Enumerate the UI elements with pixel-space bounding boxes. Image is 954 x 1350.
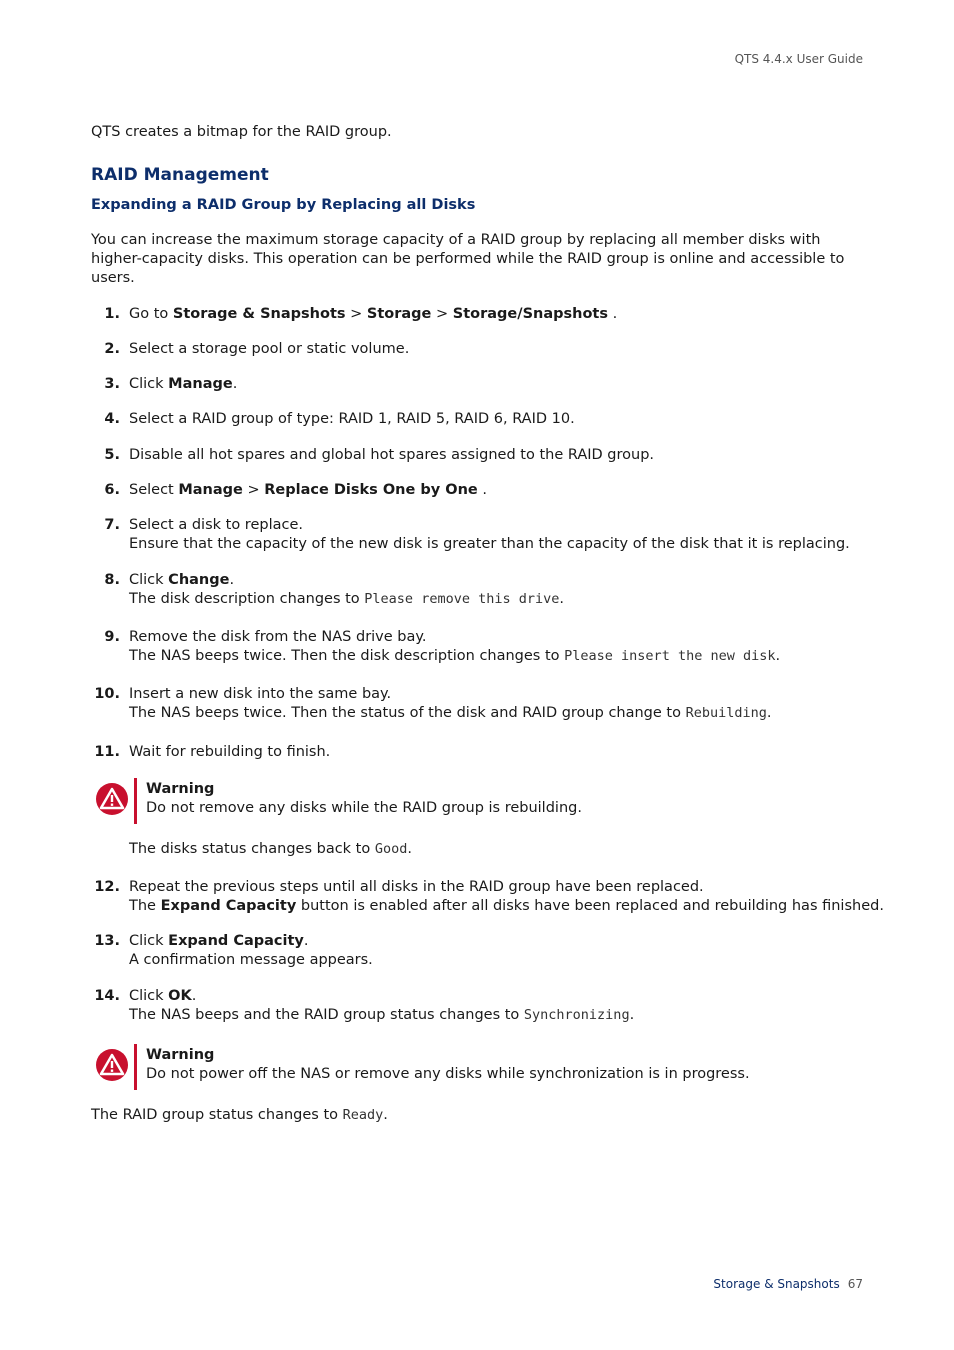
step-line: Select a disk to replace. bbox=[129, 517, 303, 533]
ui-label-expand-capacity: Expand Capacity bbox=[160, 898, 297, 914]
step-line bbox=[129, 897, 884, 916]
step-text bbox=[129, 571, 874, 609]
step-text bbox=[129, 375, 874, 394]
step-text-part: . bbox=[477, 482, 487, 498]
warning-bar bbox=[134, 778, 137, 824]
section-heading: RAID Management bbox=[91, 165, 269, 185]
warning-body bbox=[146, 1046, 750, 1084]
step-text-part: . bbox=[229, 572, 235, 588]
step-number: 3. bbox=[104, 376, 120, 392]
step-text-part: Select bbox=[129, 482, 179, 498]
step-text bbox=[129, 685, 874, 723]
status-code: Rebuilding bbox=[685, 705, 767, 721]
step-text-part: . bbox=[232, 376, 238, 392]
step-text-part: Go to bbox=[129, 306, 173, 322]
status-code: Ready bbox=[342, 1107, 384, 1123]
ui-label-change: Change bbox=[168, 572, 230, 588]
menu-path-storage-snapshots-page: Storage/Snapshots bbox=[452, 306, 608, 322]
ui-label-manage: Manage bbox=[178, 482, 243, 498]
warning-title: Warning bbox=[146, 781, 215, 797]
step-text-part: . bbox=[766, 705, 772, 721]
step-number: 6. bbox=[104, 482, 120, 498]
step-text-part: button is enabled after all disks have been replaced and rebuilding has finished. bbox=[296, 898, 884, 914]
page-number: 67 bbox=[847, 1277, 863, 1291]
step-number: 5. bbox=[104, 447, 120, 463]
description-line: higher-capacity disks. This operation can be performed while the RAID group is online and accessible to bbox=[91, 251, 845, 267]
step-number: 14. bbox=[94, 988, 120, 1004]
paragraph-text-part: . bbox=[383, 1107, 388, 1123]
step-line bbox=[129, 647, 874, 666]
step-line bbox=[129, 571, 874, 590]
step-line bbox=[129, 704, 874, 723]
step-number: 4. bbox=[104, 411, 120, 427]
footer-section: Storage & Snapshots bbox=[713, 1277, 840, 1291]
step-text-part: The NAS beeps twice. Then the status of the disk and RAID group change to bbox=[129, 705, 686, 721]
menu-path-storage: Storage bbox=[366, 306, 432, 322]
step-text bbox=[129, 840, 874, 859]
description-line: users. bbox=[91, 270, 135, 286]
step-text-part: . bbox=[559, 591, 564, 607]
step-line: Repeat the previous steps until all disks in the RAID group have been replaced. bbox=[129, 879, 704, 895]
step-line bbox=[129, 1006, 874, 1025]
step-text bbox=[129, 878, 884, 916]
step-text-part: Click bbox=[129, 572, 169, 588]
step-text-part: > bbox=[242, 482, 265, 498]
step-text-part: . bbox=[607, 306, 618, 322]
ui-label-manage: Manage bbox=[168, 376, 233, 392]
step-number: 12. bbox=[94, 879, 120, 895]
step-line bbox=[129, 932, 874, 951]
step-text: Wait for rebuilding to finish. bbox=[129, 744, 331, 760]
step-text-part: > bbox=[345, 306, 367, 322]
step-text bbox=[129, 987, 874, 1025]
step-line bbox=[129, 987, 874, 1006]
warning-text: Do not power off the NAS or remove any disks while synchronization is in progress. bbox=[146, 1066, 750, 1082]
step-line bbox=[129, 590, 874, 609]
warning-icon bbox=[96, 783, 128, 815]
warning-bar bbox=[134, 1044, 137, 1090]
step-line: Ensure that the capacity of the new disk is greater than the capacity of the disk that it is replacing. bbox=[129, 536, 850, 552]
step-text bbox=[129, 628, 874, 666]
paragraph-text-part: The RAID group status changes to bbox=[91, 1107, 343, 1123]
status-code: Please remove this drive bbox=[364, 591, 560, 607]
step-line: Insert a new disk into the same bay. bbox=[129, 686, 392, 702]
step-text bbox=[129, 516, 874, 554]
closing-paragraph bbox=[91, 1106, 871, 1125]
menu-path-storage-snapshots: Storage & Snapshots bbox=[172, 306, 346, 322]
description-paragraph bbox=[91, 231, 871, 288]
status-code: Synchronizing bbox=[523, 1007, 630, 1023]
step-number: 13. bbox=[94, 933, 120, 949]
step-text: Select a RAID group of type: RAID 1, RAID 5, RAID 6, RAID 10. bbox=[129, 411, 575, 427]
status-code: Good bbox=[374, 841, 408, 857]
running-header: QTS 4.4.x User Guide bbox=[734, 52, 863, 66]
step-text: Select a storage pool or static volume. bbox=[129, 341, 410, 357]
ui-label-ok: OK bbox=[168, 988, 192, 1004]
step-number: 11. bbox=[94, 744, 120, 760]
ui-label-replace-disks: Replace Disks One by One bbox=[264, 482, 478, 498]
step-number: 2. bbox=[104, 341, 120, 357]
warning-body bbox=[146, 780, 582, 818]
step-text-part: . bbox=[191, 988, 197, 1004]
warning-callout bbox=[96, 1044, 856, 1090]
step-text-part: The disks status changes back to bbox=[129, 841, 375, 857]
step-line: A confirmation message appears. bbox=[129, 952, 373, 968]
step-text-part: . bbox=[303, 933, 309, 949]
step-text-part: > bbox=[431, 306, 453, 322]
step-text-part: The disk description changes to bbox=[129, 591, 365, 607]
step-text-part: . bbox=[629, 1007, 635, 1023]
step-text-part: The bbox=[129, 898, 161, 914]
description-line: You can increase the maximum storage capacity of a RAID group by replacing all member disks with bbox=[91, 232, 821, 248]
warning-callout bbox=[96, 778, 856, 824]
warning-icon bbox=[96, 1049, 128, 1081]
step-number: 7. bbox=[104, 517, 120, 533]
status-code: Please insert the new disk bbox=[564, 648, 776, 664]
step-text-part: Click bbox=[129, 376, 169, 392]
subsection-heading: Expanding a RAID Group by Replacing all Disks bbox=[91, 197, 476, 213]
warning-title: Warning bbox=[146, 1047, 215, 1063]
ui-label-expand-capacity: Expand Capacity bbox=[168, 933, 304, 949]
step-number: 10. bbox=[94, 686, 120, 702]
step-text bbox=[129, 481, 874, 500]
step-number: 1. bbox=[104, 306, 120, 322]
step-text-part: Click bbox=[129, 988, 169, 1004]
step-text bbox=[129, 305, 874, 324]
step-text-part: The NAS beeps twice. Then the disk description changes to bbox=[129, 648, 565, 664]
step-text: Disable all hot spares and global hot spares assigned to the RAID group. bbox=[129, 447, 655, 463]
step-line: Remove the disk from the NAS drive bay. bbox=[129, 629, 427, 645]
warning-text: Do not remove any disks while the RAID group is rebuilding. bbox=[146, 800, 582, 816]
step-text-part: The NAS beeps and the RAID group status changes to bbox=[129, 1007, 524, 1023]
step-text-part: . bbox=[775, 648, 781, 664]
step-text bbox=[129, 932, 874, 970]
step-number: 8. bbox=[104, 572, 120, 588]
step-text-part: Click bbox=[129, 933, 169, 949]
step-text-part: . bbox=[407, 841, 412, 857]
step-number: 9. bbox=[104, 629, 120, 645]
page-footer bbox=[713, 1275, 863, 1294]
intro-paragraph: QTS creates a bitmap for the RAID group. bbox=[91, 124, 392, 140]
